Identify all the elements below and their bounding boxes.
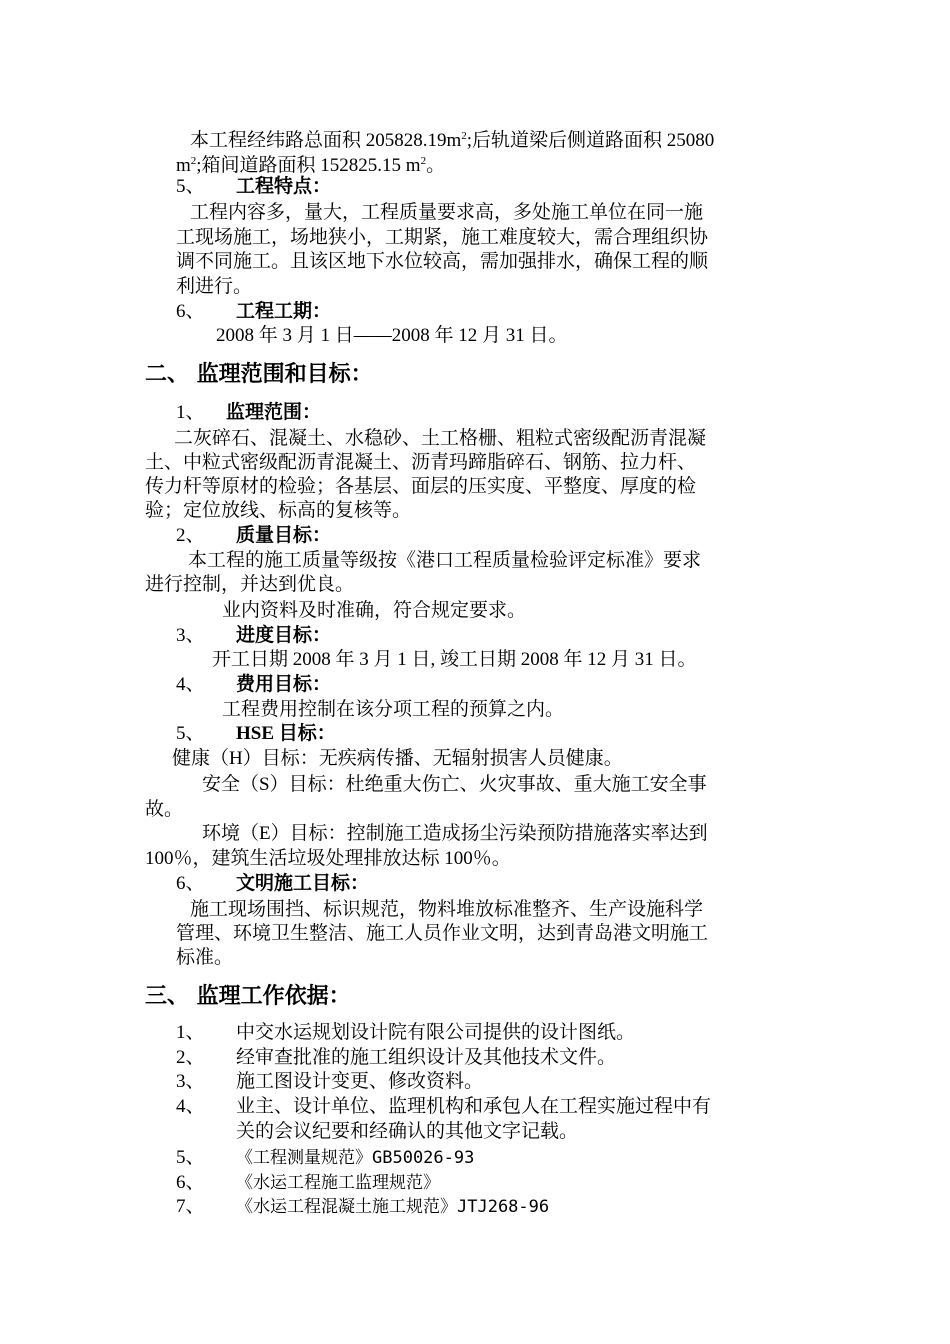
scope-line: 传力杆等原材的检验；各基层、面层的压实度、平整度、厚度的检 [145, 476, 697, 497]
basis-item-continuation: 关的会议纪要和经确认的其他文字记载。 [236, 1121, 579, 1142]
item-5-features-heading: 5、 工程特点： [176, 176, 332, 197]
safety-line: 故。 [145, 799, 184, 820]
cost-text: 工程费用控制在该分项工程的预算之内。 [222, 699, 565, 720]
features-line: 工现场施工，场地狭小，工期紧，施工难度较大，需合理组织协 [176, 227, 709, 248]
item-5-hse-heading: 5、 HSE 目标： [176, 723, 336, 744]
item-3-schedule-heading: 3、 进度目标： [176, 625, 332, 646]
scope-line: 土、中粒式密级配沥青混凝土、沥青玛蹄脂碎石、钢筋、拉力杆、 [145, 452, 697, 473]
civil-line: 标准。 [176, 947, 234, 968]
features-line: 利进行。 [176, 276, 253, 297]
basis-item: 1、 中交水运规划设计院有限公司提供的设计图纸。 [176, 1022, 636, 1043]
area-line-1: 本工程经纬路总面积 $205828.19m^2$;后轨道梁后侧道路面积 25080 [190, 130, 715, 151]
schedule-text: 开工日期 2008 年 3 月 1 日, 竣工日期 2008 年 12 月 31 日。 [212, 649, 697, 670]
basis-item: 4、 业主、设计单位、监理机构和承包人在工程实施过程中有 [176, 1096, 712, 1117]
civil-line: 管理、环境卫生整洁、施工人员作业文明，达到青岛港文明施工 [176, 923, 709, 944]
quality-line: 进行控制，并达到优良。 [145, 574, 355, 595]
basis-item: 3、 施工图设计变更、修改资料。 [176, 1071, 484, 1092]
section-2-heading: 二、 监理范围和目标： [145, 362, 373, 387]
item-6-period-heading: 6、 工程工期： [176, 301, 332, 322]
safety-line: 安全（S）目标：杜绝重大伤亡、火灾事故、重大施工安全事 [202, 774, 707, 795]
item-1-scope-heading: 1、 监理范围： [176, 402, 322, 423]
features-line: 调不同施工。且该区地下水位较高，需加强排水，确保工程的顺 [176, 251, 709, 272]
quality-line: 本工程的施工质量等级按《港口工程质量检验评定标准》要求 [188, 550, 702, 571]
basis-item: 2、 经审查批准的施工组织设计及其他技术文件。 [176, 1047, 617, 1068]
section-3-heading: 三、 监理工作依据： [145, 984, 351, 1009]
civil-line: 施工现场围挡、标识规范，物料堆放标准整齐、生产设施科学 [190, 899, 704, 920]
item-2-quality-heading: 2、 质量目标： [176, 525, 332, 546]
environment-line: 100％，建筑生活垃圾处理排放达标 100％。 [145, 848, 511, 869]
basis-item: 5、 《工程测量规范》GB50026-93 [176, 1147, 475, 1168]
area-line-2: $m^2$;箱间道路面积 152825.15 $m^2$。 [176, 155, 446, 176]
health-text: 健康（H）目标：无疾病传播、无辐射损害人员健康。 [172, 748, 623, 769]
item-6-civil-heading: 6、 文明施工目标： [176, 873, 370, 894]
item-4-cost-heading: 4、 费用目标： [176, 674, 332, 695]
basis-item: 6、 《水运工程施工监理规范》 [176, 1172, 440, 1193]
basis-item: 7、 《水运工程混凝土施工规范》JTJ268-96 [176, 1196, 550, 1217]
features-line: 工程内容多，量大，工程质量要求高，多处施工单位在同一施 [190, 202, 704, 223]
quality-line: 业内资料及时准确，符合规定要求。 [222, 600, 527, 621]
scope-line: 验；定位放线、标高的复核等。 [145, 500, 412, 521]
environment-line: 环境（E）目标：控制施工造成扬尘污染预防措施落实率达到 [202, 823, 708, 844]
scope-line: 二灰碎石、混凝土、水稳砂、土工格栅、粗粒式密级配沥青混凝 [174, 428, 707, 449]
period-text: 2008 年 3 月 1 日——2008 年 12 月 31 日。 [216, 325, 568, 346]
